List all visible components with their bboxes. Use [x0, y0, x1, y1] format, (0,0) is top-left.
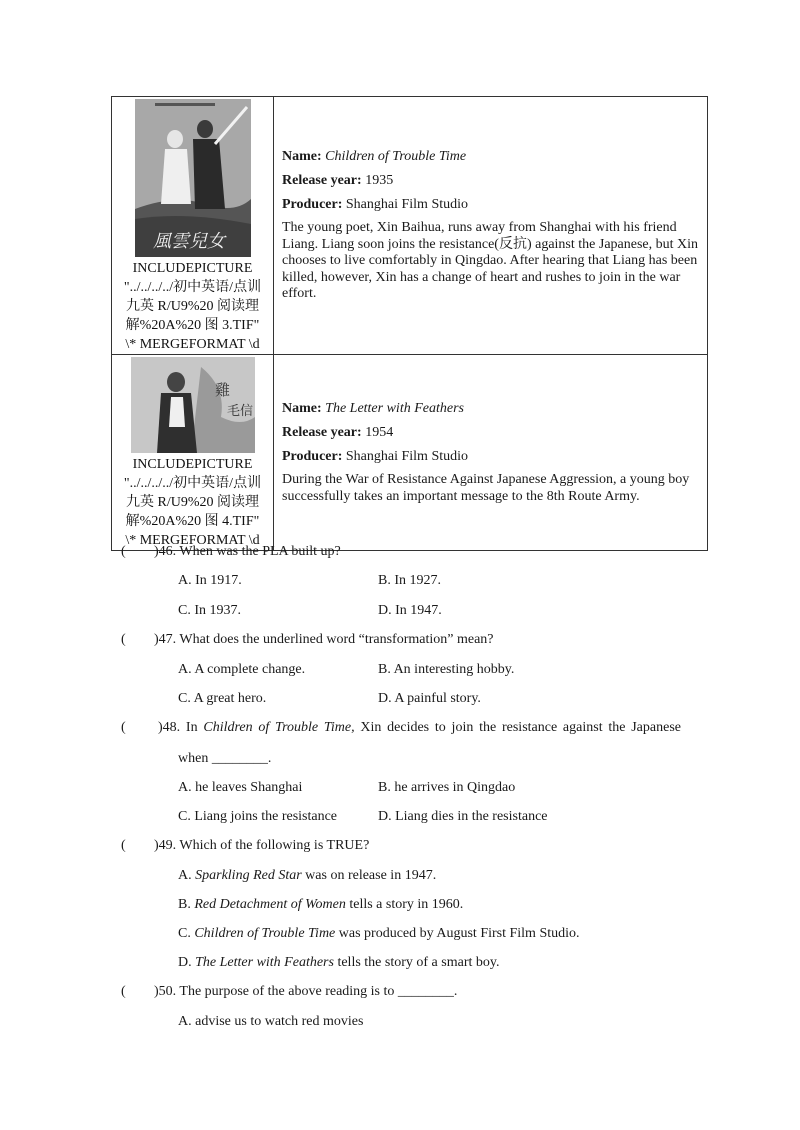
question-46: ( )46. When was the PLA built up? — [121, 544, 341, 559]
svg-text:風雲兒女: 風雲兒女 — [152, 231, 225, 252]
film-table — [111, 96, 708, 551]
film-row — [112, 355, 708, 551]
option-a: A. In 1917. — [178, 573, 242, 588]
svg-text:雞: 雞 — [214, 381, 230, 399]
option-d: D. Liang dies in the resistance — [378, 809, 548, 824]
option-b: B. In 1927. — [378, 573, 441, 588]
option-b: B. An interesting hobby. — [378, 662, 515, 677]
film-row — [112, 97, 708, 355]
option-c: C. A great hero. — [178, 691, 267, 706]
film-description: During the War of Resistance Against Japanese Aggression, a young boy successfully takes an important message to the 8th Route Army. — [282, 472, 690, 504]
film-producer: Producer: Shanghai Film Studio — [282, 197, 469, 213]
film-release-year: Release year: 1935 — [282, 173, 394, 189]
include-picture-field-code: INCLUDEPICTURE "../../../../初中英语/点训 九英 R/U9%20 阅读理 解%20A%20 图 3.TIF" \* MERGEFORMAT \d — [123, 261, 262, 352]
svg-text:毛信: 毛信 — [226, 404, 253, 419]
film-name: Name: Children of Trouble Time — [282, 149, 467, 165]
film-description: The young poet, Xin Baihua, runs away from Shanghai with his friend Liang. Liang soon joins the resistance(反抗) against the Japanese, but Xin chooses to live comfortably in Qingdao. After hearing that Liang has been killed, however, Xin has a change of heart and rushes to join in the war effort. — [282, 220, 699, 302]
poster-cell — [112, 355, 274, 551]
movie-poster-image — [131, 357, 255, 453]
question-47: ( )47. What does the underlined word “transformation” mean? — [121, 632, 494, 647]
option-a: A. A complete change. — [178, 662, 306, 677]
option-a: A. he leaves Shanghai — [178, 780, 303, 795]
film-producer: Producer: Shanghai Film Studio — [282, 449, 469, 464]
film-name: Name: The Letter with Feathers — [282, 401, 464, 416]
film-info-cell — [274, 355, 708, 551]
poster-cell — [112, 97, 274, 355]
question-48-line2: when ________. — [178, 751, 272, 766]
option-d: D. In 1947. — [378, 603, 442, 618]
question-50: ( )50. The purpose of the above reading is to ________. — [121, 984, 458, 999]
movie-poster-image — [135, 99, 251, 257]
film-info-cell — [274, 97, 708, 355]
option-c: C. Children of Trouble Time was produced by August First Film Studio. — [178, 926, 580, 941]
option-d: D. The Letter with Feathers tells the story of a smart boy. — [178, 955, 500, 970]
option-b: B. he arrives in Qingdao — [378, 780, 516, 795]
option-a: A. Sparkling Red Star was on release in 1947. — [178, 868, 437, 883]
film-release-year: Release year: 1954 — [282, 425, 394, 440]
option-b: B. Red Detachment of Women tells a story in 1960. — [178, 897, 464, 912]
include-picture-field-code: INCLUDEPICTURE "../../../../初中英语/点训 九英 R/U9%20 阅读理 解%20A%20 图 4.TIF" \* MERGEFORMAT \d — [123, 457, 262, 548]
option-d: D. A painful story. — [378, 691, 481, 706]
question-49: ( )49. Which of the following is TRUE? — [121, 838, 370, 853]
option-c: C. Liang joins the resistance — [178, 809, 338, 824]
question-48: ( )48. In Children of Trouble Time, Xin decides to join the resistance against the Japanese — [121, 720, 681, 735]
option-c: C. In 1937. — [178, 603, 241, 618]
option-a: A. advise us to watch red movies — [178, 1014, 364, 1029]
